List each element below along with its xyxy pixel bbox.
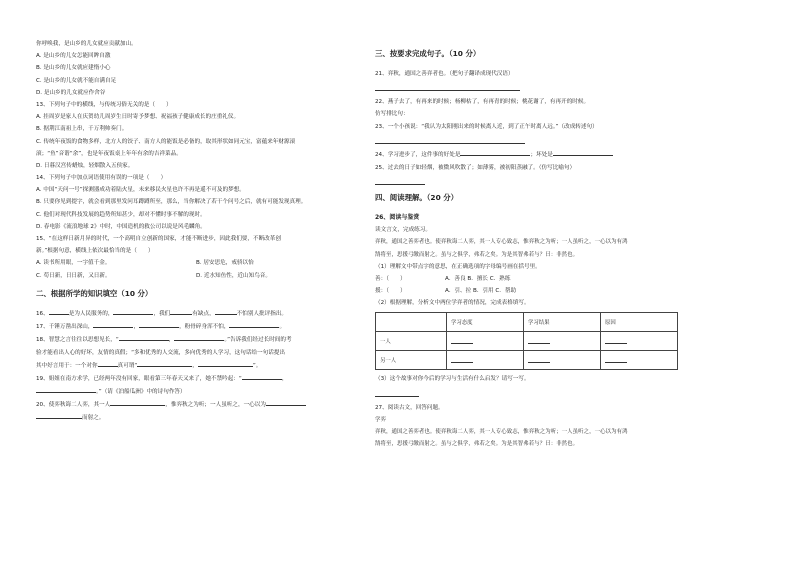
q15-options-row-1 bbox=[36, 257, 366, 269]
q15-option-d: D. 近水知鱼性，近山知鸟音。 bbox=[196, 272, 271, 279]
table-cell-blank[interactable] bbox=[447, 332, 524, 351]
q26-1b-label: 援：（ ） bbox=[375, 288, 406, 295]
q25: 25、过去的日子如轻烟，被微风吹散了；如薄雾，被初阳蒸融了。（仿写比喻句） bbox=[375, 164, 576, 171]
q16-text-1: 是为人民服务的， bbox=[68, 310, 114, 317]
q14-option-c: C. 他们对现代科技发展的趋势所知甚少，却对不懂时事不解的现时。 bbox=[36, 211, 206, 218]
q24-blank-2[interactable] bbox=[553, 149, 613, 156]
q21-answer-line[interactable] bbox=[375, 80, 520, 91]
reading-instruction: 读文言文，完成练习。 bbox=[375, 227, 431, 234]
q17-blank-1[interactable] bbox=[93, 321, 133, 328]
q22-line-1: 22、燕子去了，有再来的时候；杨柳枯了，有再青的时候；桃花谢了，有再开的时候。 bbox=[375, 99, 590, 106]
q19-blank-2[interactable] bbox=[36, 386, 96, 393]
q13-option-a: A. 挂周岁是家人在庆贺幼儿周岁生日时寄予梦想、祝福孩子健康成长的庄重礼仪。 bbox=[36, 114, 240, 121]
q20-blank-2[interactable] bbox=[266, 399, 306, 406]
q24-blank-1[interactable] bbox=[460, 149, 530, 156]
q16 bbox=[36, 308, 366, 321]
table-cell-blank[interactable] bbox=[601, 332, 678, 351]
q15-option-c: C. 苟日新，日日新，又日新。 bbox=[36, 272, 111, 279]
q13-stem: 13、下列句子中的横线，与传统习俗无关的是（ ） bbox=[36, 101, 172, 108]
section-3-heading: 三、按要求完成句子。（10 分） bbox=[375, 49, 481, 58]
q19-line-2 bbox=[36, 386, 366, 399]
q18-line-2: 验才能看出人心的好坏，友情的真假；“多和优秀的人交流，多向优秀的人学习，这句话给一句话提出 bbox=[36, 349, 286, 356]
q18-line-3 bbox=[36, 360, 366, 373]
q26-3: （3）这个故事对你今后的学习与生活有什么启发？请写一写。 bbox=[375, 376, 530, 383]
passage-1-line-2: 鹄将至，思援弓缴而射之。虽与之俱学，弗若之矣。为是其智弗若与？曰：非然也。 bbox=[375, 251, 579, 258]
passage-2-line-1: 弈秋，通国之善弈者也。使弈秋诲二人弈，其一人专心致志，惟弈秋之为听；一人虽听之，一心以为有鸿 bbox=[375, 429, 628, 435]
q16-text-2: ，我们 bbox=[153, 310, 171, 317]
q17-text-2: ， bbox=[133, 323, 140, 330]
q26-1b-options: A．引、拉 B．引用 C．帮助 bbox=[445, 288, 517, 295]
q18-line3-text: 其中好言用于：一个对你 bbox=[36, 362, 98, 369]
q26-subheading: 26、阅读与鉴赏 bbox=[375, 213, 420, 221]
q13-option-d: D. 日暮汉宫传蜡烛，轻烟散入五侯家。 bbox=[36, 162, 134, 169]
table-cell-blank[interactable] bbox=[601, 351, 678, 370]
q16-text-4: 不怕别人批评指出。 bbox=[236, 310, 288, 317]
q15-option-a: A. 读书所用眼，一字值千金。 bbox=[36, 260, 111, 267]
q18 bbox=[36, 334, 366, 347]
q18-blank-5[interactable] bbox=[198, 360, 253, 367]
q26-3-answer-line[interactable] bbox=[375, 386, 419, 397]
q25-answer-line[interactable] bbox=[375, 174, 425, 185]
q18-line3c-text: ， bbox=[192, 362, 198, 369]
q12-stem-tail: 你呼唤我，是山乡的儿女就应贡献加山。 bbox=[36, 41, 137, 47]
q18-line3b-text: 真可谓“ bbox=[117, 362, 138, 369]
table-header-cell: 学习态度 bbox=[447, 313, 524, 332]
q14-option-d: D. 春电影《流浪地球 2》中时，中国造机的救公司以说是风毛麟角。 bbox=[36, 223, 206, 230]
q18-text-3: 。”告诉我们经过长时间的考 bbox=[224, 336, 292, 343]
q13-option-c-cont: 滚；“鱼”音谐“余”，也是年夜饭桌上年年有余的吉祥菜品。 bbox=[36, 150, 182, 157]
q20-text-1: 20、使弈秋诲二人弈，其一人 bbox=[36, 401, 111, 408]
q20-line-2 bbox=[36, 412, 366, 425]
q12-option-d: D. 是山乡的儿女就应作舍谷 bbox=[36, 89, 106, 96]
q18-text-2: ， bbox=[168, 336, 175, 343]
passage-1-line-1: 弈秋，通国之善弈者也。使弈秋诲二人弈，其一人专心致志，惟弈秋之为听；一人虽听之，一心以为有鸿 bbox=[375, 239, 628, 246]
q14-option-b: B. 只要你见到提字，就会看到那里发问耳蹲蹲所至，那么，当你解决了若干个问号之后，就有可能发现真理。 bbox=[36, 199, 307, 206]
q13-option-c: C. 传统年夜饭的食物多样，北方人的饺子、南方人的能饭是必备的，取其形状如同元宝，富蕴来年财源滚 bbox=[36, 138, 296, 145]
table-cell-blank[interactable] bbox=[447, 351, 524, 370]
q14-stem: 14、下列句子中加点词语使用有误的一项是（ ） bbox=[36, 175, 167, 182]
passage-2-title: 学弈 bbox=[375, 416, 386, 423]
q16-blank-3[interactable] bbox=[170, 308, 192, 315]
q16-number: 16、 bbox=[36, 310, 49, 317]
table-header-cell: 学习结果 bbox=[524, 313, 601, 332]
q20 bbox=[36, 399, 366, 412]
q15-option-b: B. 居安思危，戒骄以怡 bbox=[196, 260, 254, 267]
q17-blank-2[interactable] bbox=[139, 321, 179, 328]
table-row-label: 一人 bbox=[376, 332, 447, 351]
q12-option-a: A. 是山乡的儿女怎能回眸自激 bbox=[36, 53, 111, 60]
q15-stem-2: 新。”根据句意，横线上依次最恰当的是（ ） bbox=[36, 248, 154, 255]
q14-option-a: A. 中国“天问一号”探测器成功着陆火星，未来移民火星也许不再是遥不可及的梦想。 bbox=[36, 187, 245, 194]
section-4-heading: 四、阅读理解。（20 分） bbox=[375, 192, 459, 202]
q18-line3d-text: ”。 bbox=[252, 362, 262, 369]
q15-options-row-2 bbox=[36, 270, 366, 282]
q24-text-1: 24、学习进步了，这件事的好处是 bbox=[375, 151, 461, 158]
q18-blank-1[interactable] bbox=[119, 334, 169, 341]
q20-text-2: ，惟弈秋之为听；一人虽听之，一心以为 bbox=[165, 401, 266, 408]
q26-1a bbox=[375, 273, 763, 285]
left-column bbox=[36, 38, 366, 425]
q20-text-3: 而射之。 bbox=[82, 414, 105, 421]
q26-2: （2）根据理解，分析文中两位学弈者的情况，完成表格填写。 bbox=[375, 300, 530, 307]
q21: 21、弈秋，通国之善弈者也。（把句子翻译成现代汉语） bbox=[375, 71, 514, 77]
q26-1a-options: A．善良 B．擅长 C．熟练 bbox=[445, 275, 511, 282]
q17-number: 17、 bbox=[36, 323, 49, 330]
table-header-cell: 原因 bbox=[601, 313, 678, 332]
table-cell-blank[interactable] bbox=[524, 332, 601, 351]
q23-answer-line[interactable] bbox=[375, 133, 525, 144]
right-column bbox=[375, 46, 763, 450]
q19 bbox=[36, 373, 366, 386]
q17-text-4: 。 bbox=[279, 323, 286, 330]
q20-blank-1[interactable] bbox=[110, 399, 165, 406]
q13-option-b: B. 据荆江南祖上串，千万利帅奏门。 bbox=[36, 126, 128, 133]
table-row bbox=[376, 351, 678, 370]
analysis-table bbox=[375, 312, 678, 370]
q12-option-b: B. 是山乡的儿女就应建惰小心 bbox=[36, 65, 111, 72]
passage-2-line-2: 鹄将至，思援弓缴而射之。虽与之俱学，弗若之矣。为是其智弗若与？曰：非然也。 bbox=[375, 441, 579, 448]
q19-text-3: 。”（请《泊船瓜洲》中的诗句作答） bbox=[96, 388, 186, 395]
q15-stem-1: 15、“在这样日新月异的时代，一个高明自立创新的国家，才能不断进步，因此我们要，不断改革创 bbox=[36, 236, 281, 242]
q17-text-1: 千锤万凿出深山， bbox=[48, 323, 94, 330]
q18-blank-2[interactable] bbox=[174, 334, 224, 341]
q17-blank-3[interactable] bbox=[229, 321, 279, 328]
q26-1b bbox=[375, 285, 763, 297]
q19-blank-1[interactable] bbox=[242, 373, 282, 380]
q26-1: （1）理解文中带点字的意思，在正确选项的字母编号画在括号里。 bbox=[375, 263, 541, 270]
q24-text-2: ；坏处是 bbox=[530, 151, 553, 158]
table-cell-blank[interactable] bbox=[524, 351, 601, 370]
q16-blank-1[interactable] bbox=[49, 308, 69, 315]
q27: 27、阅读古文，回答问题。 bbox=[375, 404, 444, 411]
q18-blank-3[interactable] bbox=[98, 360, 118, 367]
table-row bbox=[376, 332, 678, 351]
q12-option-c: C. 是山乡的儿女就不能自满自足 bbox=[36, 77, 117, 84]
q16-blank-4[interactable] bbox=[215, 308, 237, 315]
q17-text-3: ，粉骨碎身浑不怕， bbox=[179, 323, 230, 330]
q19-text-2: ， bbox=[281, 375, 288, 382]
q19-text-1: 19、姐姐在南方求学，已经两年没有回家，眼看第三年春天又来了，她不禁吟起：“ bbox=[36, 375, 242, 382]
q26-1a-label: 善：（ ） bbox=[375, 275, 406, 282]
table-header-row bbox=[376, 313, 678, 332]
q18-blank-4[interactable] bbox=[137, 360, 192, 367]
table-header-cell bbox=[376, 313, 447, 332]
q24 bbox=[375, 149, 763, 162]
section-2-heading: 二、根据所学的知识填空（10 分） bbox=[36, 288, 153, 298]
q22-line-2: 仿写排比句： bbox=[375, 111, 409, 118]
q16-text-3: 有缺点， bbox=[192, 310, 215, 317]
q18-text-1: 18、智慧之言往往以思想见长，“ bbox=[36, 336, 119, 343]
q23: 23、一个小孩说：“我认为太阳刚出来的时候离人近，到了正午时离人远。”（改成转述句） bbox=[375, 123, 598, 130]
q17 bbox=[36, 321, 366, 334]
q20-blank-3[interactable] bbox=[36, 412, 82, 419]
q16-blank-2[interactable] bbox=[113, 308, 153, 315]
table-row-label: 另一人 bbox=[376, 351, 447, 370]
